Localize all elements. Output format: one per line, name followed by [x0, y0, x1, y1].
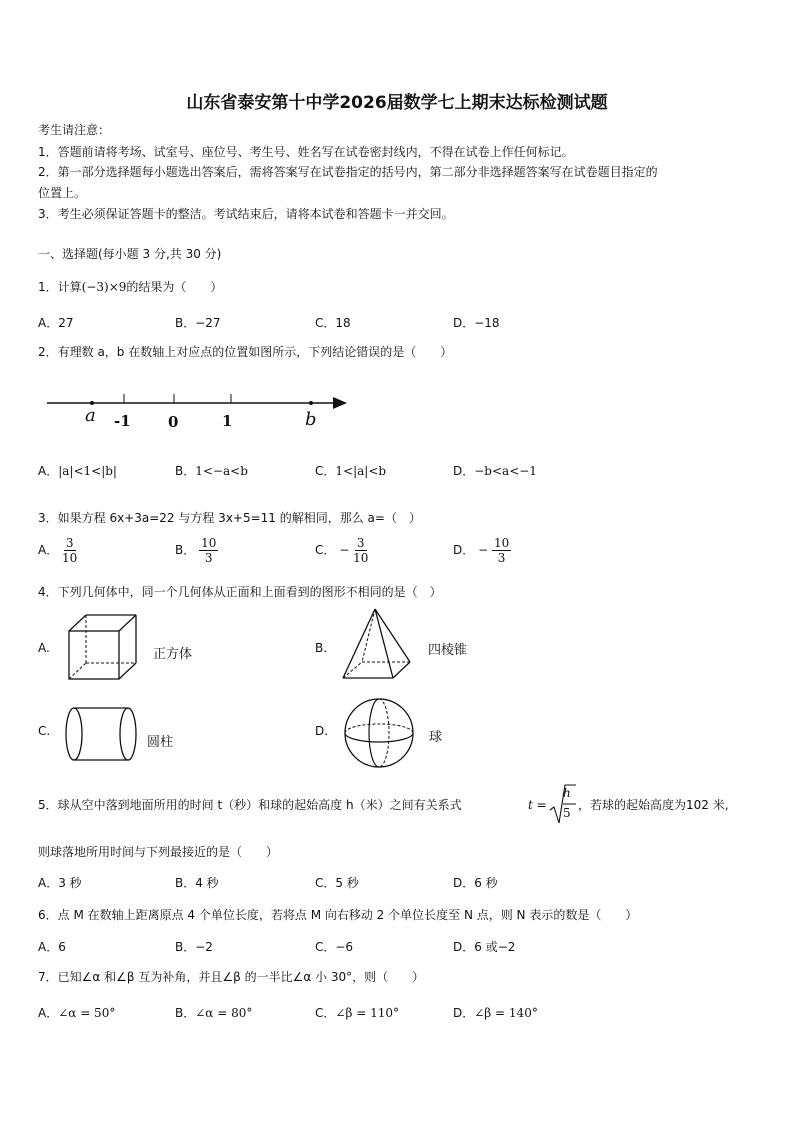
number-line-figure [0, 380, 794, 440]
pyramid-figure [338, 606, 418, 682]
shape-label-sphere: 球 [429, 730, 443, 745]
q3-option-b-letter: B． [175, 543, 196, 557]
fraction-numerator: 10 [201, 536, 217, 550]
q3-option-c-letter: C． [315, 543, 336, 557]
fraction-numerator: 3 [65, 536, 74, 550]
shape-label-pyramid: 四棱锥 [428, 643, 468, 658]
q7-option-a[interactable] [38, 1004, 115, 1021]
question-5-line2: 则球落地所用时间与下列最接近的是（ ） [38, 845, 279, 859]
q1-option-a[interactable]: A．27 [38, 316, 74, 330]
q3-option-a[interactable] [38, 536, 77, 565]
q7-option-d-expr: ∠β = 140° [474, 1006, 538, 1020]
q7-option-d-letter: D． [453, 1006, 475, 1020]
notice-item-1: 1．答题前请将考场、试室号、座位号、考生号、姓名写在试卷密封线内，不得在试卷上作任何标记。 [38, 145, 574, 159]
q3-option-a-fraction [62, 536, 77, 565]
axis-label-0: 0 [168, 413, 179, 431]
formula-denominator: 5 [563, 806, 571, 820]
q3-option-a-letter: A． [38, 543, 59, 557]
q3-option-d-fraction [492, 536, 511, 565]
q2-option-b[interactable] [175, 462, 248, 479]
q7-option-c[interactable] [315, 1004, 399, 1021]
question-1-post: 的结果为（ ） [126, 280, 223, 294]
q7-option-a-letter: A． [38, 1006, 59, 1020]
q2-option-c[interactable] [315, 462, 386, 479]
q3-option-d[interactable] [453, 536, 511, 565]
question-2: 2．有理数 a，b 在数轴上对应点的位置如图所示，下列结论错误的是（ ） [38, 345, 453, 359]
page-title: 山东省泰安第十中学2026届数学七上期末达标检测试题 [186, 93, 608, 113]
q2-option-a[interactable] [38, 462, 117, 479]
fraction-numerator: 10 [493, 536, 510, 550]
axis-label-neg1: -1 [114, 412, 131, 430]
cylinder-figure [64, 704, 144, 764]
q2-option-c-letter: C． [315, 464, 336, 478]
notice-heading: 考生请注意： [38, 123, 111, 137]
question-5-post: ，若球的起始高度为102 米, [578, 798, 729, 812]
q2-option-b-expr: 1<−a<b [195, 464, 248, 478]
question-7: 7．已知∠α 和∠β 互为补角，并且∠β 的一半比∠α 小 30°，则（ ） [38, 970, 425, 984]
axis-label-1: 1 [222, 412, 233, 430]
question-1-pre: 1．计算 [38, 280, 82, 294]
q2-option-d-expr: −b<a<−1 [474, 464, 537, 478]
axis-label-a: a [85, 405, 96, 426]
q2-option-a-expr: |a|<1<|b| [58, 464, 117, 478]
section-heading: 一、选择题(每小题 3 分,共 30 分) [38, 247, 222, 261]
shape-label-cube: 正方体 [153, 647, 193, 662]
shape-label-cylinder: 圆柱 [147, 735, 174, 750]
notice-item-2-cont: 位置上。 [38, 186, 87, 200]
formula-lhs: t = [528, 798, 547, 812]
fraction-numerator: 3 [356, 536, 365, 550]
q4-option-b[interactable]: B. [315, 641, 328, 655]
q1-option-c[interactable]: C．18 [315, 316, 351, 330]
q2-option-b-letter: B． [175, 464, 196, 478]
q7-option-c-letter: C． [315, 1006, 336, 1020]
q5-option-d[interactable]: D．6 秒 [453, 876, 498, 890]
q2-option-c-expr: 1<|a|<b [335, 464, 387, 478]
cube-figure [64, 612, 144, 682]
q4-option-d[interactable]: D. [315, 724, 329, 738]
fraction-denominator: 10 [62, 551, 78, 565]
q3-option-d-sign: − [478, 543, 489, 557]
q7-option-b-letter: B． [175, 1006, 196, 1020]
q3-option-b-fraction [199, 536, 218, 565]
q6-option-d[interactable]: D．6 或−2 [453, 940, 516, 954]
q2-option-a-letter: A． [38, 464, 59, 478]
q4-option-a[interactable]: A. [38, 641, 50, 655]
fraction-denominator: 3 [497, 551, 506, 565]
q7-option-c-expr: ∠β = 110° [335, 1006, 399, 1020]
q3-option-c[interactable] [315, 536, 368, 565]
q2-option-d-letter: D． [453, 464, 475, 478]
q3-option-c-sign: − [339, 543, 350, 557]
question-1 [38, 278, 222, 295]
q5-option-a[interactable]: A．3 秒 [38, 876, 82, 890]
question-1-expr: (−3)×9 [81, 280, 127, 294]
question-5-pre: 5．球从空中落到地面所用的时间 t（秒）和球的起始高度 h（米）之间有关系式 [38, 798, 462, 812]
q7-option-b[interactable] [175, 1004, 252, 1021]
q6-option-c[interactable]: C．−6 [315, 940, 354, 954]
q3-option-c-fraction [353, 536, 368, 565]
q4-option-c[interactable]: C. [38, 724, 51, 738]
q6-option-a[interactable]: A．6 [38, 940, 66, 954]
question-6: 6．点 M 在数轴上距离原点 4 个单位长度，若将点 M 向右移动 2 个单位长度至 N 点，则 N 表示的数是（ ） [38, 908, 638, 922]
q5-option-b[interactable]: B．4 秒 [175, 876, 219, 890]
q7-option-b-expr: ∠α = 80° [195, 1006, 253, 1020]
question-3: 3．如果方程 6x+3a=22 与方程 3x+5=11 的解相同，那么 a=（ ） [38, 511, 421, 525]
q7-option-a-expr: ∠α = 50° [58, 1006, 116, 1020]
axis-label-b: b [305, 409, 317, 430]
q2-option-d[interactable] [453, 462, 537, 479]
fraction-denominator: 3 [204, 551, 213, 565]
q1-option-d[interactable]: D．−18 [453, 316, 500, 330]
sphere-figure [343, 697, 417, 771]
q3-option-b[interactable] [175, 536, 218, 565]
q6-option-b[interactable]: B．−2 [175, 940, 213, 954]
notice-item-3: 3．考生必须保证答题卡的整洁。考试结束后，请将本试卷和答题卡一并交回。 [38, 207, 454, 221]
formula-numerator: h [563, 786, 571, 800]
q3-option-d-letter: D． [453, 543, 475, 557]
q5-option-c[interactable]: C．5 秒 [315, 876, 359, 890]
notice-item-2: 2．第一部分选择题每小题选出答案后，需将答案写在试卷指定的括号内，第二部分非选择题答案写在试卷题目指定的 [38, 165, 658, 179]
fraction-denominator: 10 [353, 551, 369, 565]
question-4: 4．下列几何体中，同一个几何体从正面和上面看到的图形不相同的是（ ） [38, 585, 442, 599]
q7-option-d[interactable] [453, 1004, 538, 1021]
q1-option-b[interactable]: B．−27 [175, 316, 221, 330]
